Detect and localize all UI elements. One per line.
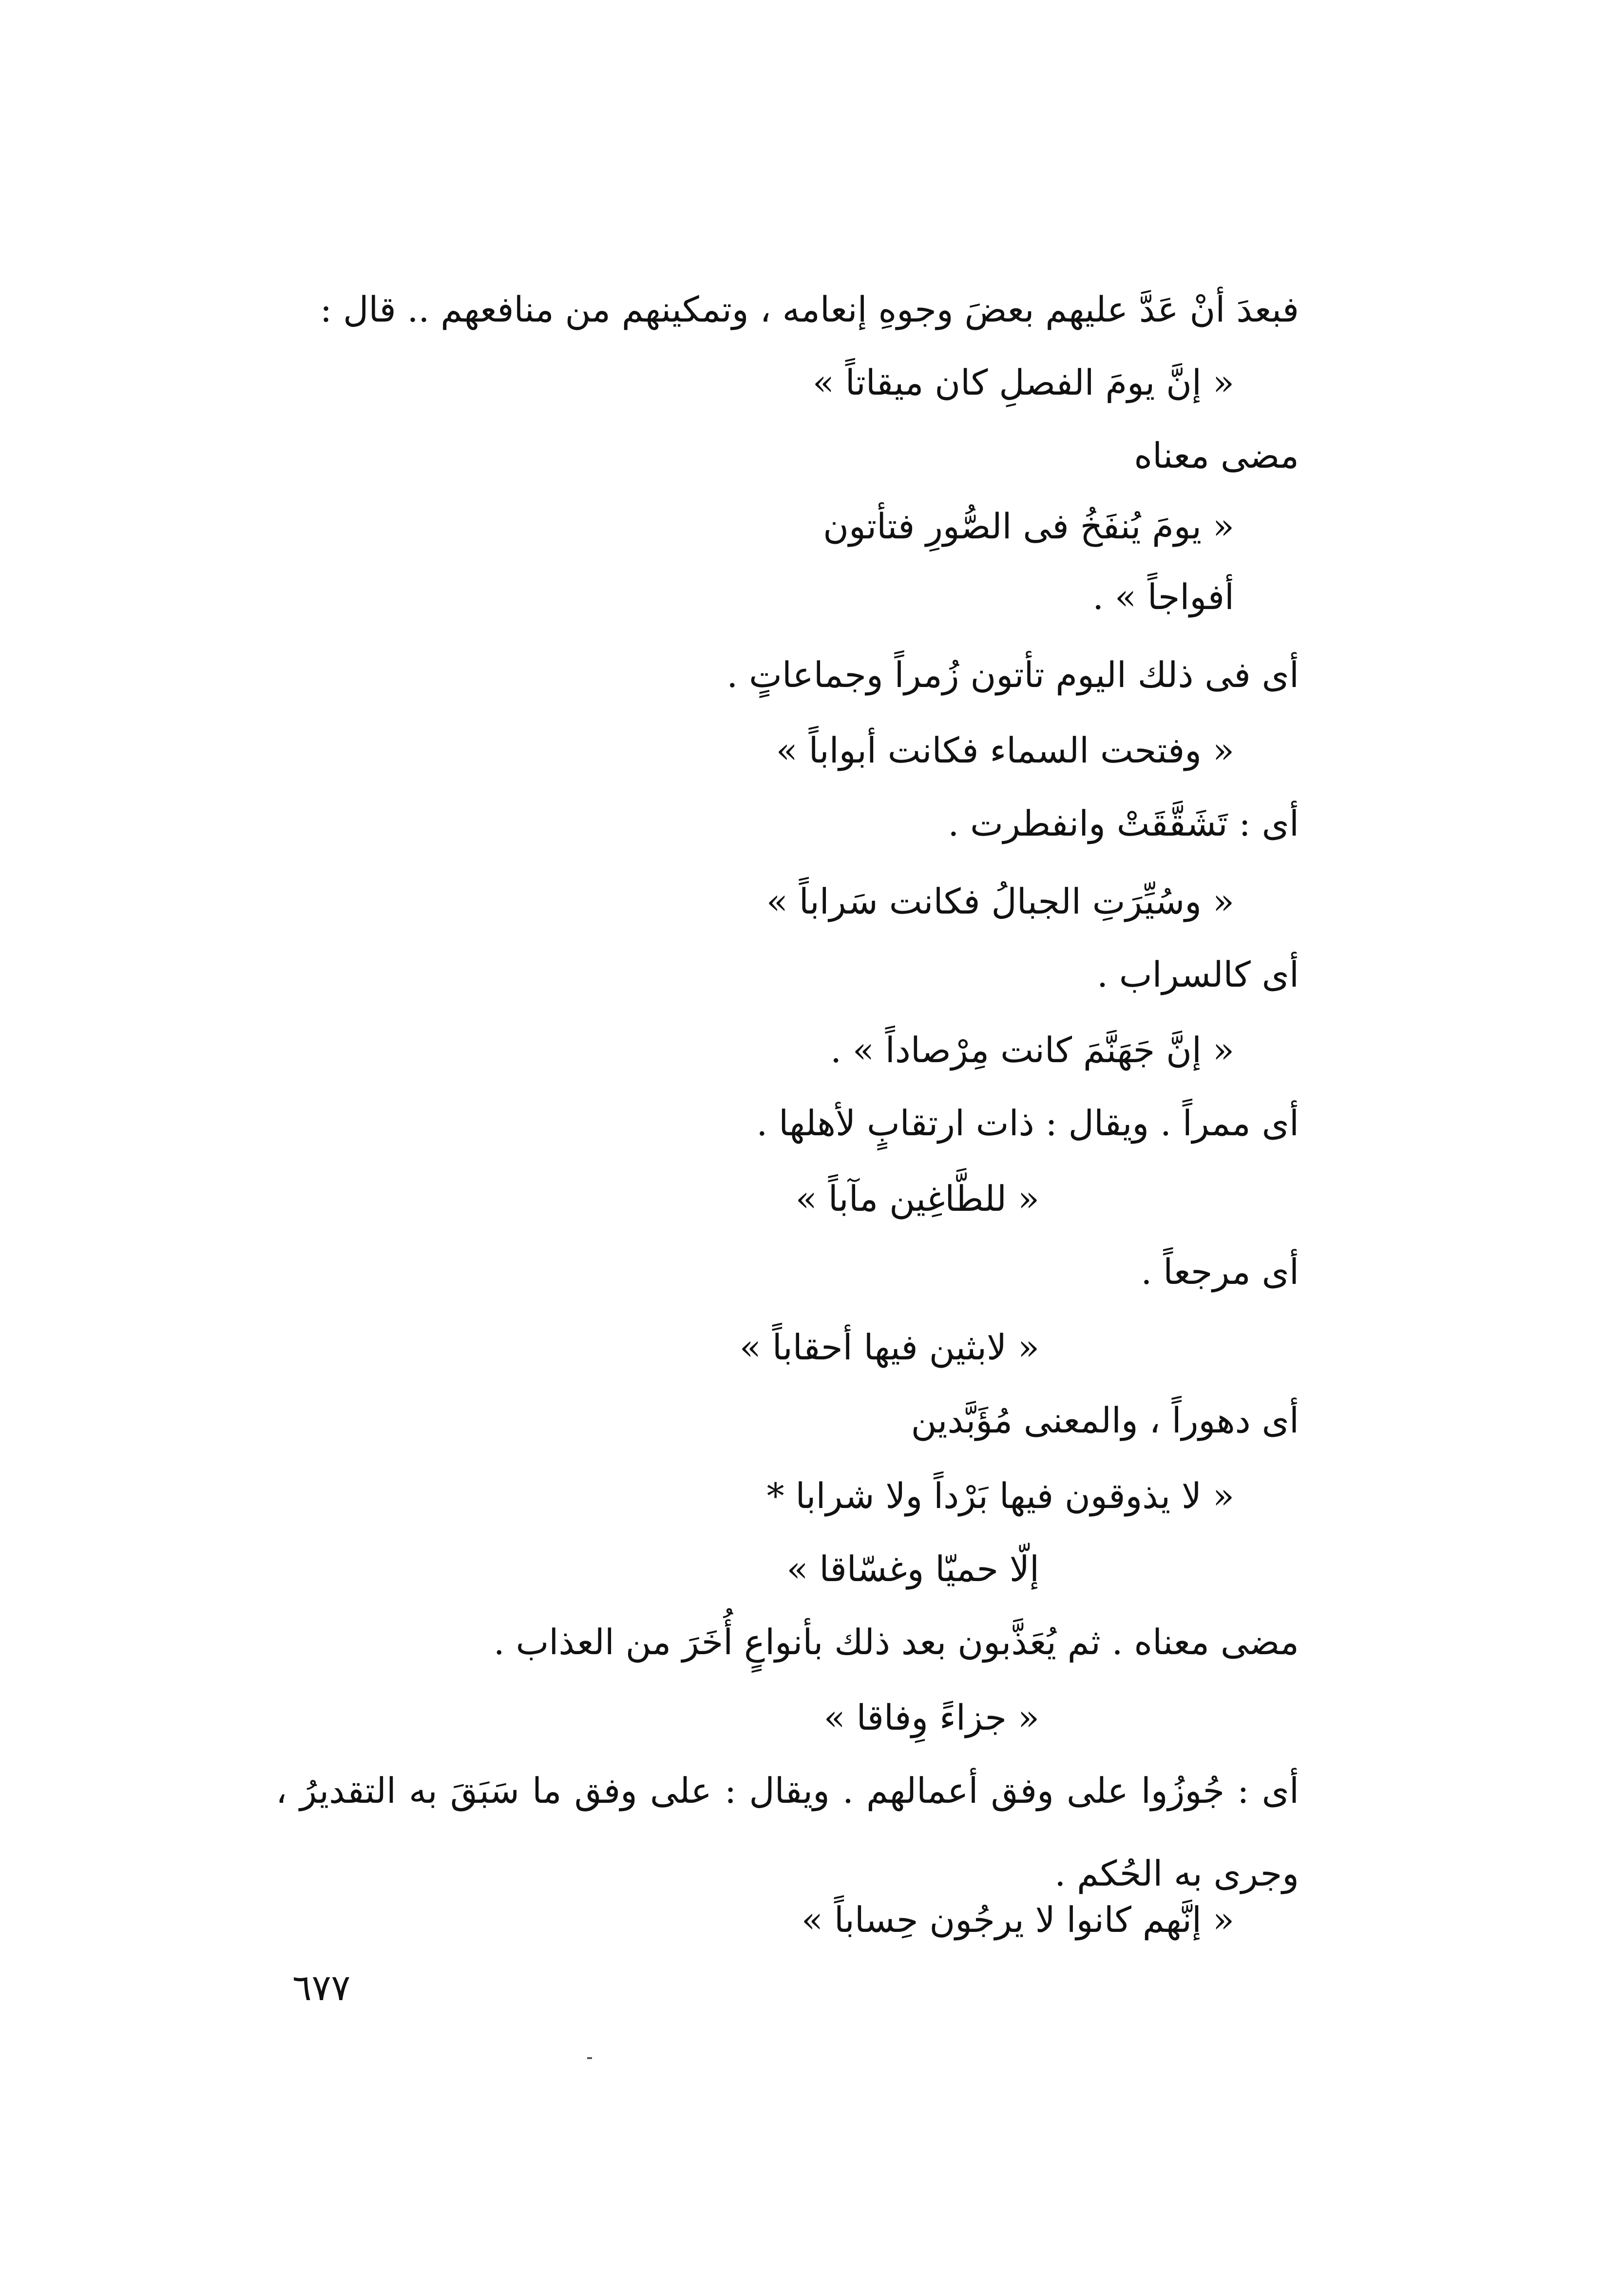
quran-verse: « إنَّ يومَ الفصلِ كان ميقاتاً » (812, 362, 1234, 403)
text-line: فبعدَ أنْ عَدَّ عليهم بعضَ وجوهِ إنعامه ، وتمكينهم من منافعهم .. قال : (320, 289, 1299, 330)
quran-verse: أفواجاً » . (1092, 576, 1234, 617)
text-line: أى ممراً . ويقال : ذات ارتقابٍ لأهلها . (756, 1103, 1299, 1144)
quran-verse: « وفتحت السماء فكانت أبواباً » (776, 730, 1234, 771)
text-line: أى كالسراب . (1097, 954, 1299, 995)
text-line: مضى معناه . ثم يُعَذَّبون بعد ذلك بأنواعٍ أُخَرَ من العذاب . (493, 1622, 1299, 1662)
text-line: أى دهوراً ، والمعنى مُؤَبَّدين (911, 1400, 1299, 1441)
quran-verse: إلّا حميّا وغسّاقا » (786, 1548, 1039, 1589)
ink-speck (587, 2057, 592, 2059)
quran-verse: « وسُيِّرَتِ الجبالُ فكانت سَراباً » (766, 881, 1234, 922)
quran-verse: « إنَّهم كانوا لا يرجُون حِساباً » (801, 1899, 1234, 1940)
text-line: أى فى ذلك اليوم تأتون زُمراً وجماعاتٍ . (726, 654, 1299, 695)
text-paragraph: أى : جُوزُوا على وفق أعمالهم . ويقال : على وفق ما سَبَقَ به التقديرُ ، وجرى به الحُكم . (276, 1770, 1299, 1894)
text-line: مضى معناه (1134, 435, 1299, 476)
quran-verse: « لابثين فيها أحقاباً » (739, 1327, 1039, 1368)
quran-verse: « جزاءً وِفاقا » (823, 1697, 1039, 1738)
page-number: ٦٧٧ (292, 1967, 351, 2009)
text-line: أى مرجعاً . (1141, 1251, 1299, 1292)
quran-verse: « إنَّ جَهَنَّمَ كانت مِرْصاداً » . (830, 1030, 1234, 1070)
quran-verse: « يومَ يُنفَخُ فى الصُّورِ فتأتون (823, 506, 1234, 547)
text-line: أى : تَشَقَّقَتْ وانفطرت . (948, 803, 1299, 844)
quran-verse: « للطَّاغِين مآباً » (795, 1178, 1039, 1219)
quran-verse: « لا يذوقون فيها بَرْداً ولا شرابا * (766, 1475, 1234, 1516)
